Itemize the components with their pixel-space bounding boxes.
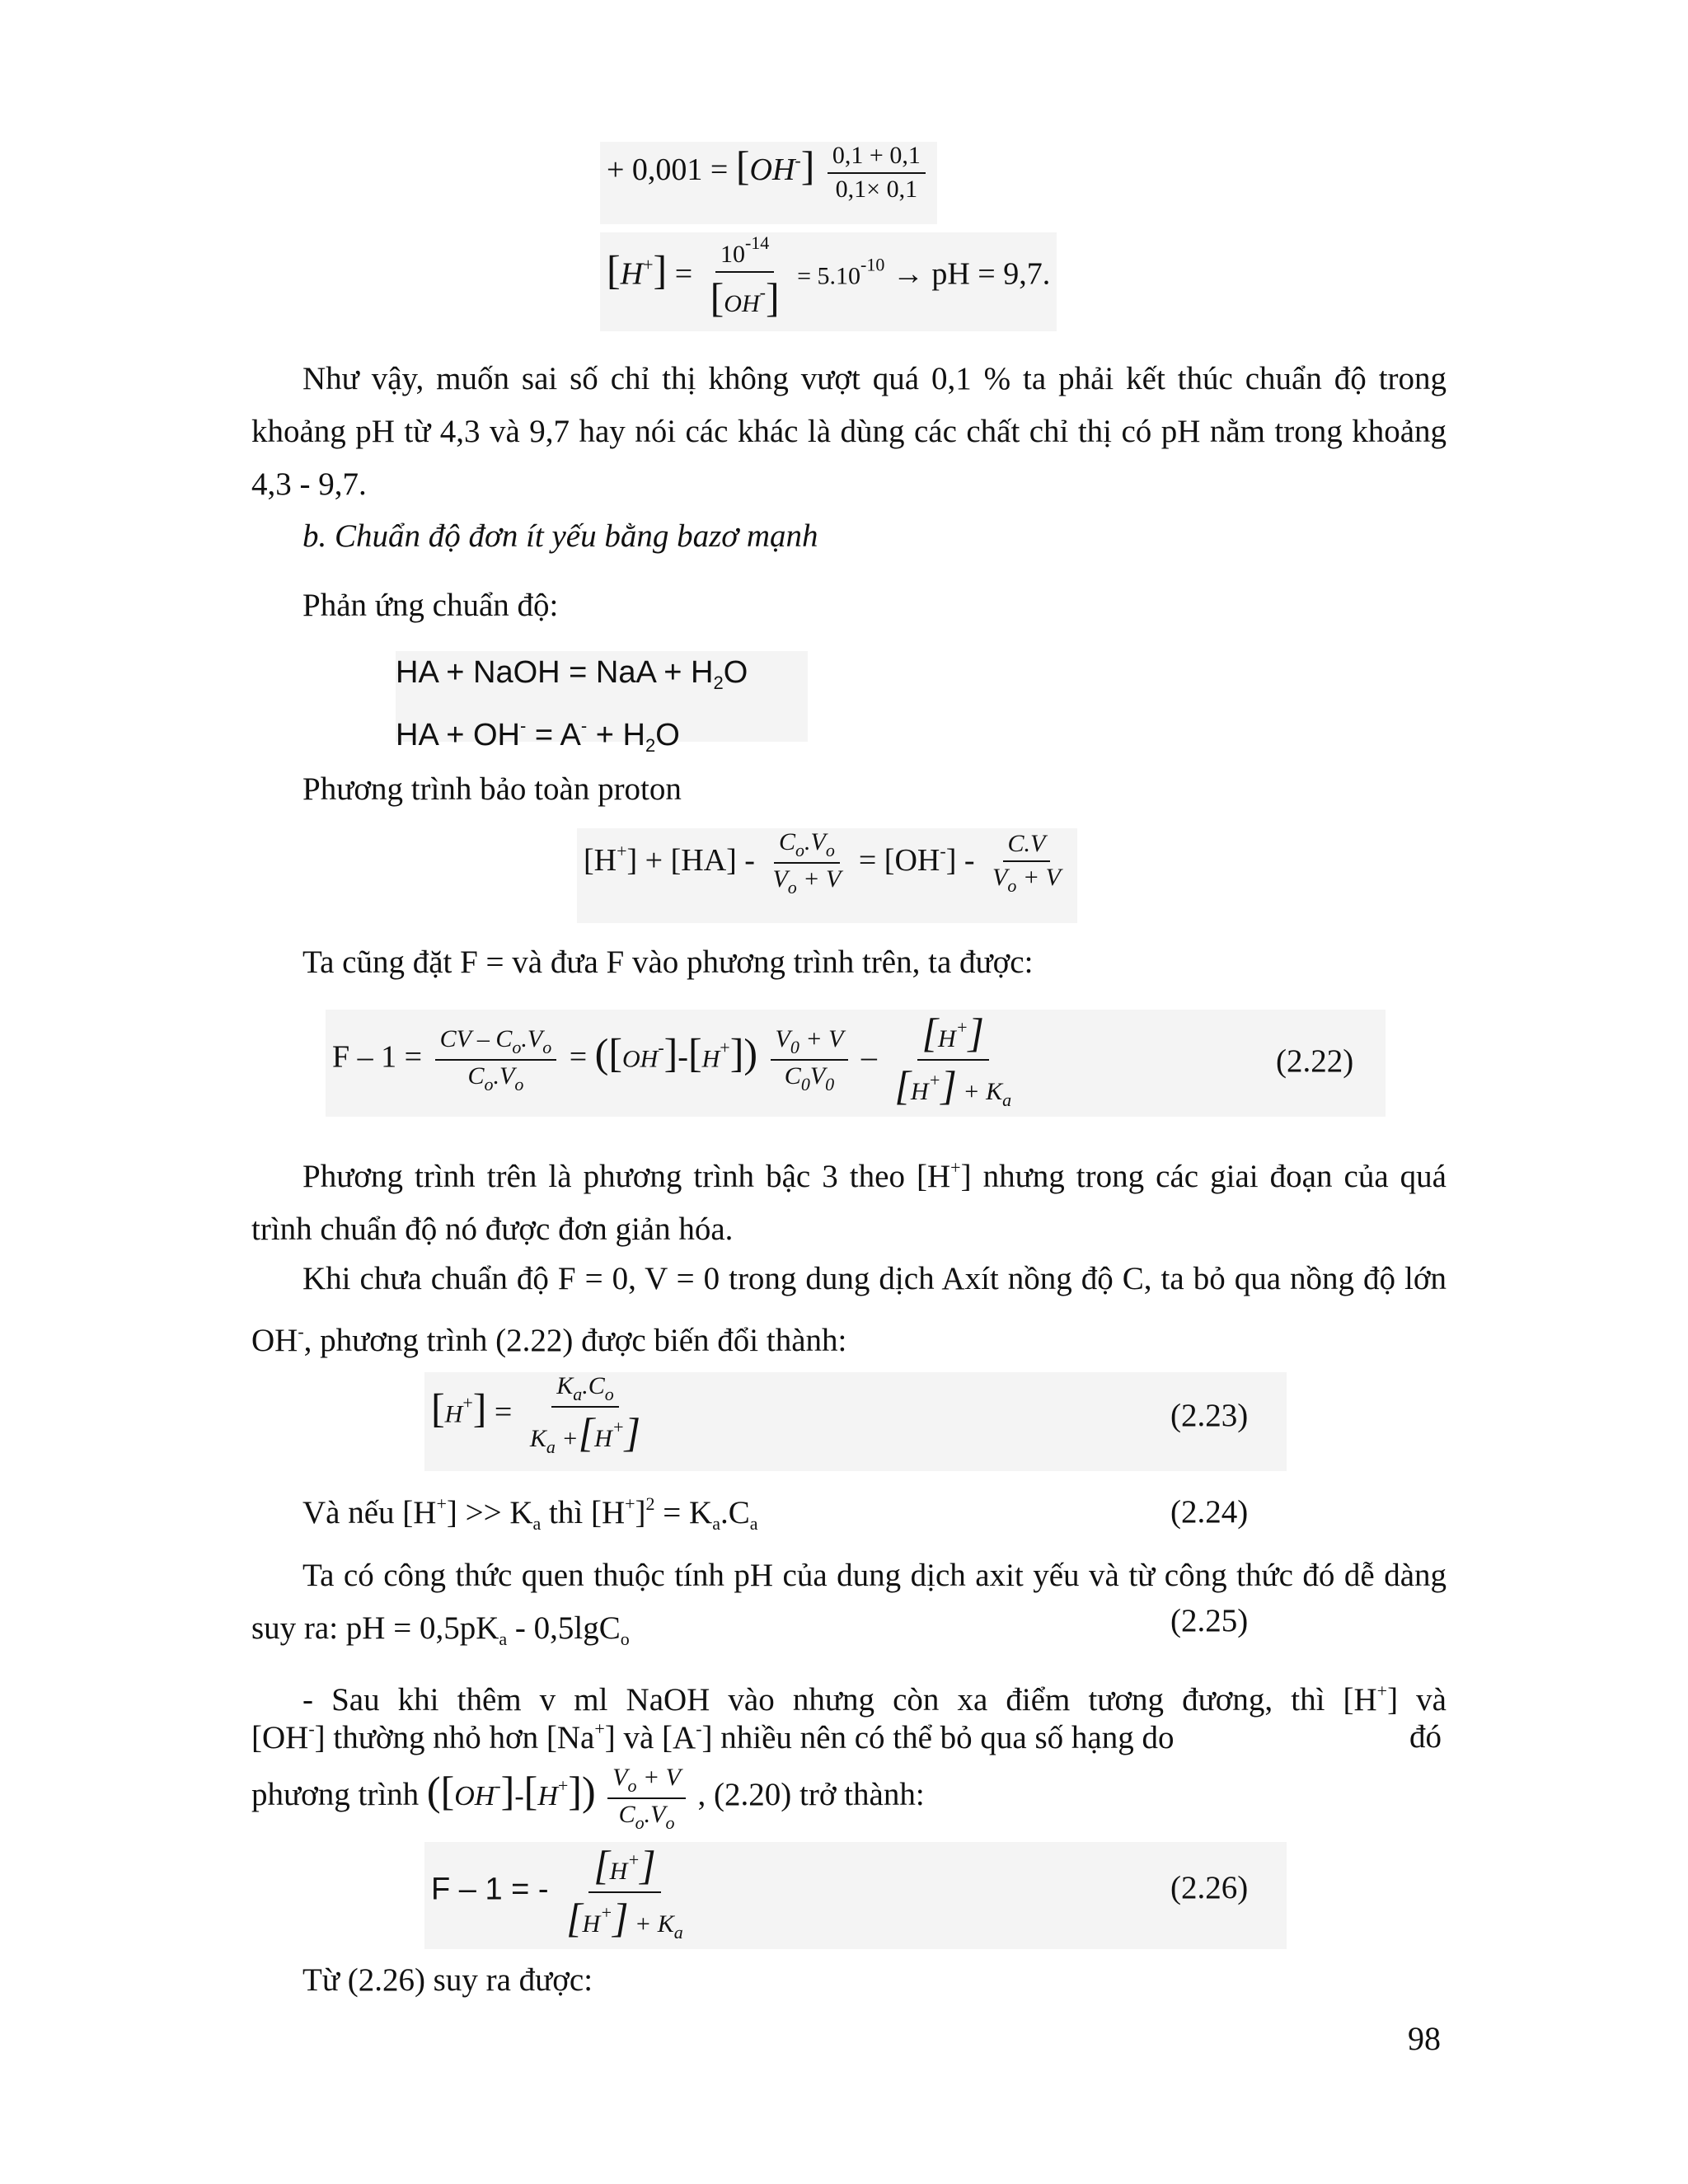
equation-proton-balance: [H+] + [HA] - $\frac{C_o.V_o}{V_o + V}$ = [OH-] - $\frac{C.V}{V_o + V}$ xyxy=(577,828,1077,923)
label-set-f: Ta cũng đặt F = và đưa F vào phương trình trên, ta được: xyxy=(302,944,1034,980)
equation-2-24: Và nếu $[H^+] >> K_a$ thì $[H^+]^2 = K_a.C_a$ xyxy=(302,1493,758,1534)
reactions-block xyxy=(396,651,808,756)
paragraph-after-naoh: - Sau khi thêm v ml NaOH vào nhưng còn xa điểm tương đương, thì [H+] và xyxy=(302,1680,1447,1718)
label-derive: Từ (2.26) suy ra được: xyxy=(302,1962,593,1998)
paragraph-weak-acid-ph: Ta có công thức quen thuộc tính pH của dung dịch axit yếu và từ công thức đó dễ dàng suy ra: pH = $0,5pK_a - 0,5\lg C_o$ xyxy=(251,1558,1447,1649)
equation-top-h: [H+] = $\frac{10^{-14}}{[OH^-]}$ = $5.10^{-10}$ → pH = 9,7. xyxy=(600,232,1057,331)
equation-2-23: [H+] = $\frac{K_a.C_o}{K_a +[H^+]}$ xyxy=(424,1372,1287,1471)
equation-number-2-22: (2.22) xyxy=(1276,1043,1354,1079)
equation-number-2-24: (2.24) xyxy=(1170,1494,1249,1530)
reaction-2: HA + $OH^- = A^- + H_2O$ xyxy=(396,715,680,756)
paragraph-cubic-equation: Phương trình trên là phương trình bậc 3 theo [H+] nhưng trong các giai đoạn của quá trình chuẩn độ nó được đơn giản hóa. xyxy=(251,1157,1447,1247)
equation-number-2-26: (2.26) xyxy=(1170,1870,1249,1905)
paragraph-indicator-error: Như vậy, muốn sai số chỉ thị không vượt quá 0,1 % ta phải kết thúc chuẩn độ trong khoảng pH từ 4,3 và 9,7 hay nói các khác là dùng các chất chỉ thị có pH nằm trong khoảng 4,3 - 9,7. xyxy=(251,361,1447,502)
paragraph-after-naoh-line2: [OH-] thường nhỏ hơn [Na+] và [A-] nhiều nên có thể bỏ qua số hạng do đó xyxy=(251,1718,1442,1755)
equation-top-oh: + 0,001 = [OH-] $\frac{0,1 + 0,1}{0,1\times 0,1}$ xyxy=(600,142,937,224)
equation-number-2-23: (2.23) xyxy=(1170,1398,1249,1433)
equation-number-2-25: (2.25) xyxy=(1170,1603,1249,1638)
equation-lhs: + 0,001 = xyxy=(607,152,729,188)
label-proton-balance: Phương trình bảo toàn proton xyxy=(302,771,682,807)
equation-2-26: F – 1 = - $\frac{[H^+]}{[H^+] + K_a}$ xyxy=(424,1842,1287,1949)
section-heading-b: b. Chuẩn độ đơn ít yếu bằng bazơ mạnh xyxy=(302,518,818,554)
paragraph-before-titration: Khi chưa chuẩn độ F = 0, V = 0 trong dung dịch Axít nồng độ C, ta bỏ qua nồng độ lớn OH-, phương trình (2.22) được biến đổi thành: xyxy=(251,1261,1447,1358)
equation-2-22: F – 1 = $\frac{CV - C_o.V_o}{C_o.V_o}$ = ([OH-]-[H+]) $\frac{V_0 + V}{C_0V_0}$ – $\frac{[H^+]}{[H^+] + K_a}$ xyxy=(326,1010,1386,1117)
reaction-1: HA + NaOH = NaA + $H_2O$ xyxy=(396,655,748,693)
ph-result: → pH = 9,7. xyxy=(892,256,1051,292)
paragraph-after-naoh-line3: phương trình ([OH-]-[H+]) $\frac{V_o + V}{C_o.V_o}$ , (2.20) trở thành: xyxy=(251,1764,925,1834)
page-number: 98 xyxy=(1408,2020,1441,2057)
label-reaction: Phản ứng chuẩn độ: xyxy=(302,588,559,623)
